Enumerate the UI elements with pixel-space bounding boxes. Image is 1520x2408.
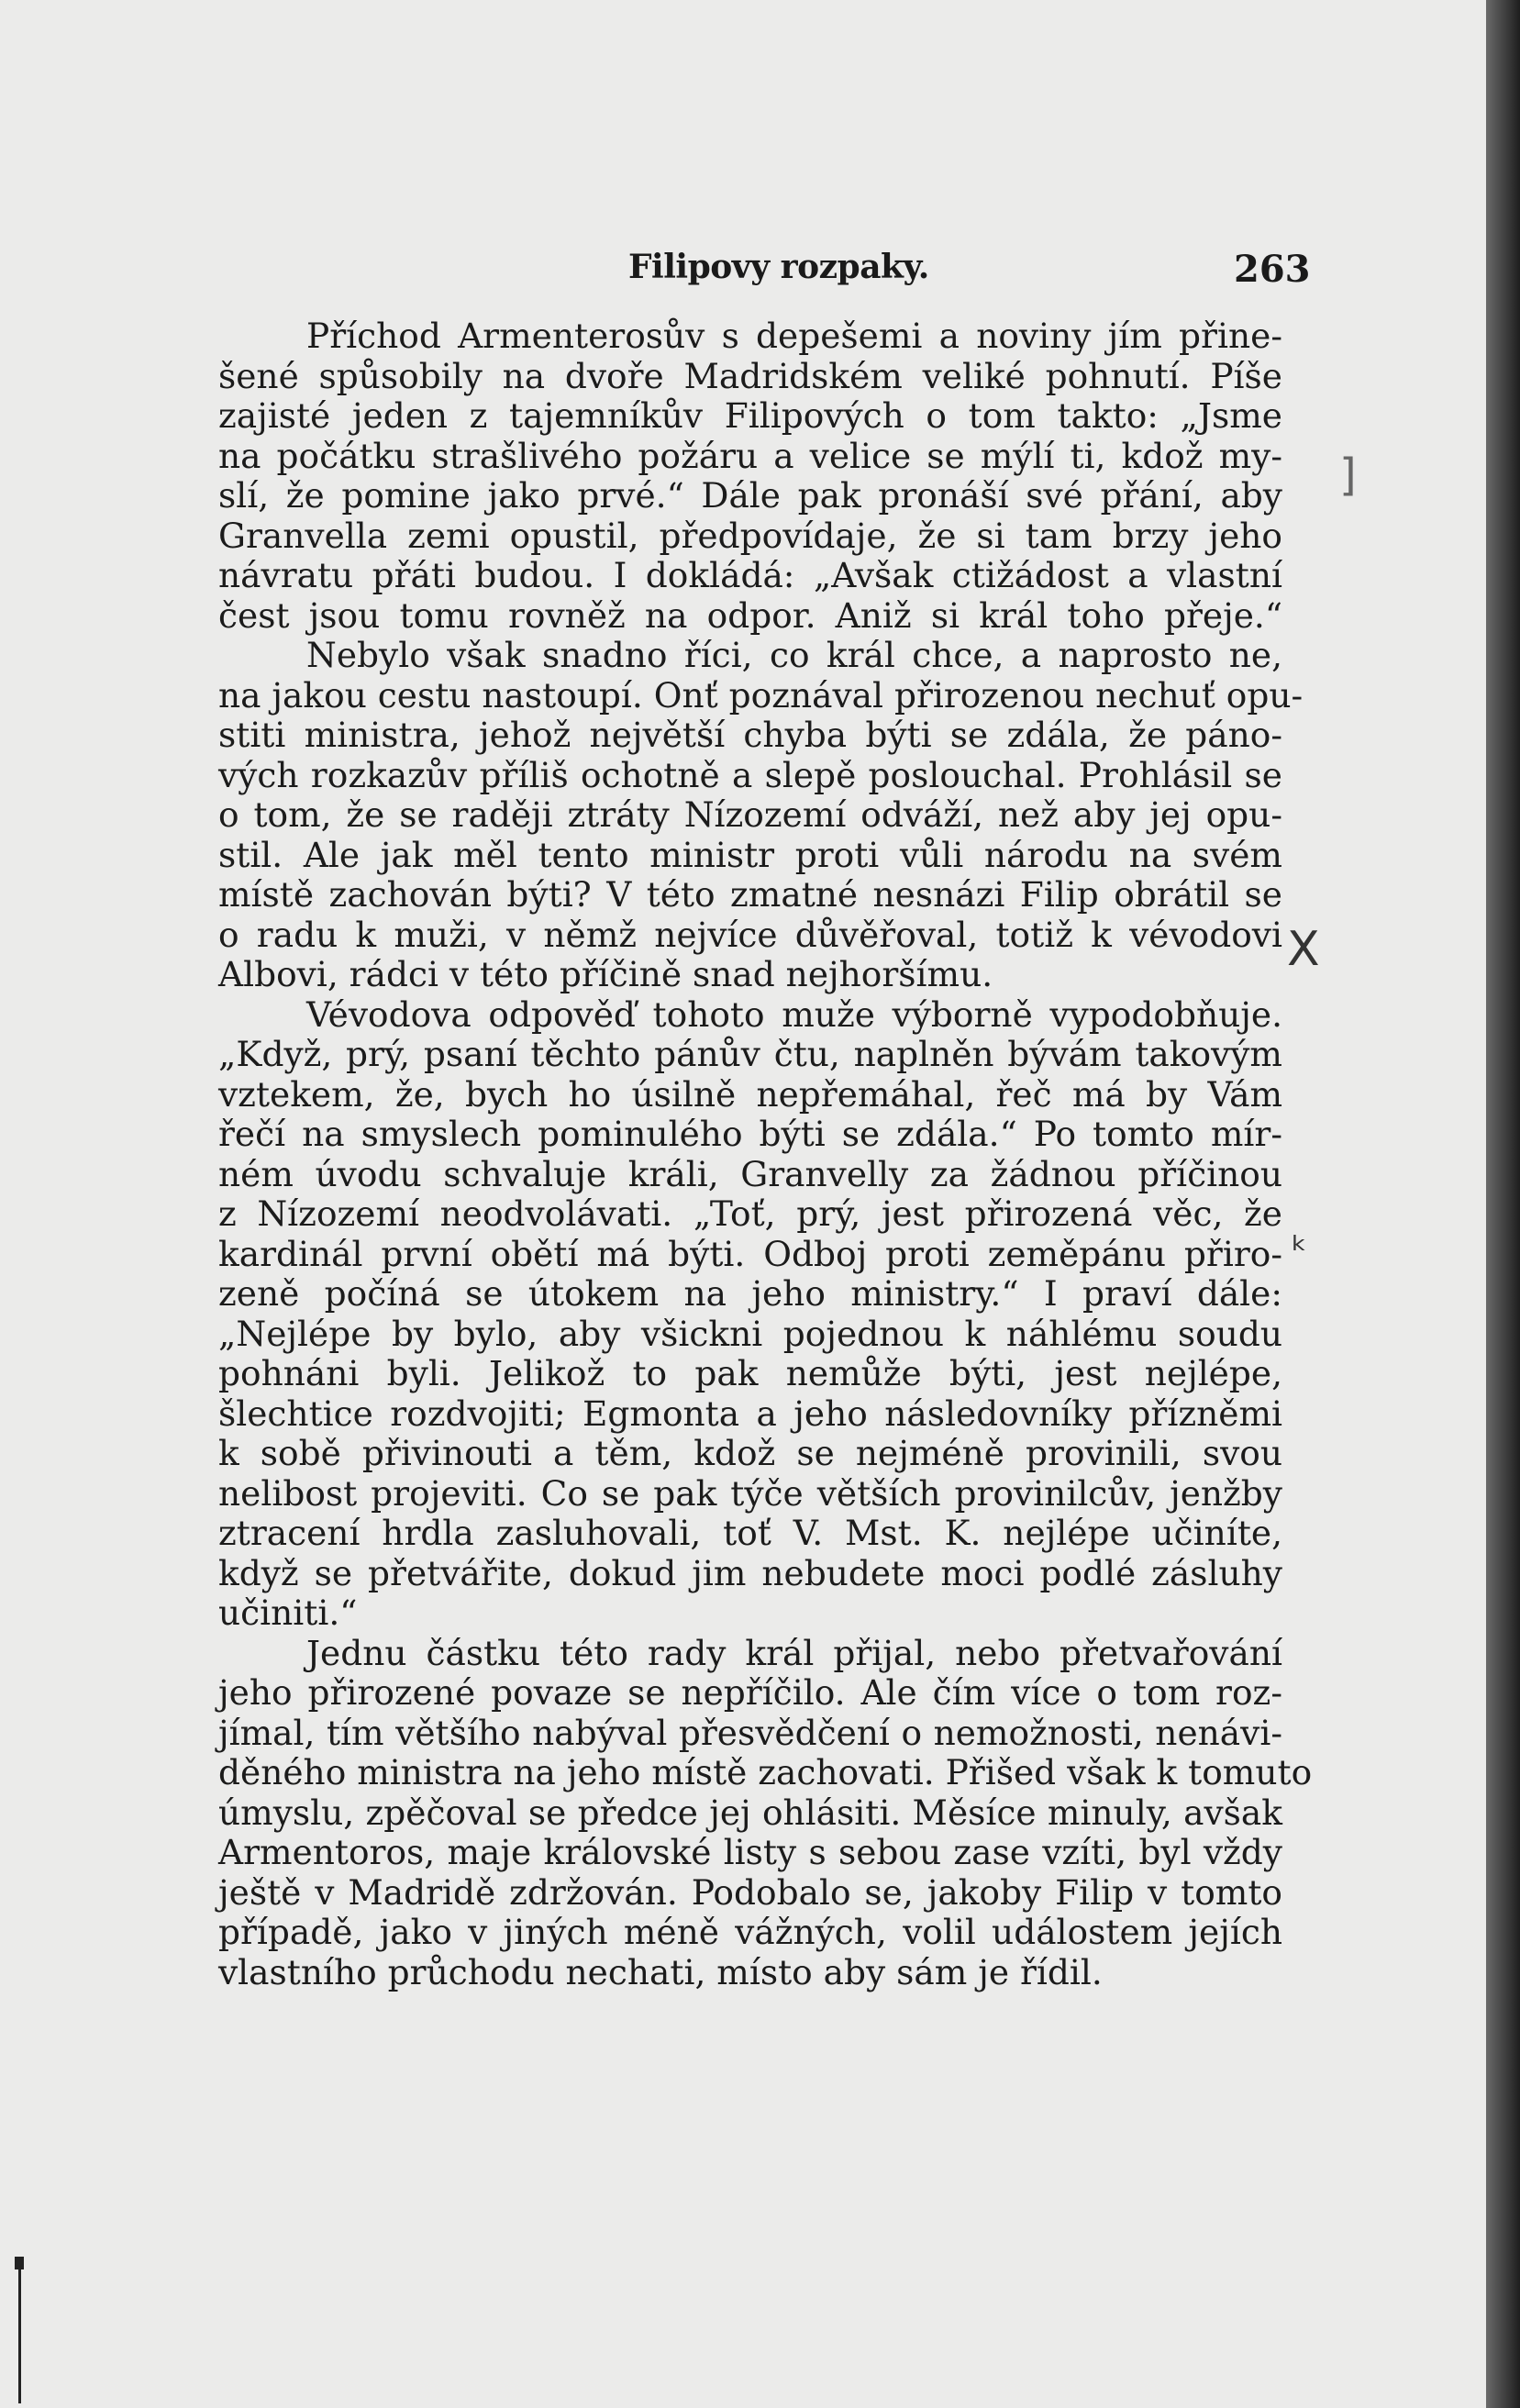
text-line: vztekem, že, bych ho úsilně nepřemáhal, řeč má by Vám xyxy=(218,1073,1282,1115)
binding-rule xyxy=(18,2257,21,2403)
text-line: kardinál první obětí má býti. Odboj proti zeměpánu přiro- xyxy=(218,1233,1282,1274)
text-line: stil. Ale jak měl tento ministr proti vůli národu na svém xyxy=(218,834,1282,875)
margin-k-mark: ᵏ xyxy=(1292,1229,1308,1271)
margin-x-mark: X xyxy=(1287,922,1320,977)
text-line: případě, jako v jiných méně vážných, volil událostem jejích xyxy=(218,1912,1282,1952)
running-title: Filipovy rozpaky. xyxy=(628,248,929,286)
text-line: stiti ministra, jehož největší chyba býti se zdála, že páno- xyxy=(218,715,1282,755)
text-line: učiniti.“ xyxy=(218,1592,358,1633)
page-number: 263 xyxy=(1234,248,1311,291)
text-line: vlastního průchodu nechati, místo aby sám je řídil. xyxy=(218,1951,1103,1992)
text-line: děného ministra na jeho místě zachovati. Přišed však k tomuto xyxy=(218,1752,1313,1792)
text-line: z Nízozemí neodvolávati. „Toť, prý, jest přirozená věc, že xyxy=(218,1193,1282,1234)
text-line: když se přetvářite, dokud jim nebudete moci podlé zásluhy xyxy=(218,1552,1282,1593)
text-line: zajisté jeden z tajemníkův Filipových o tom takto: „Jsme xyxy=(218,395,1282,436)
text-line: ztracení hrdla zasluhovali, toť V. Mst. K. nejlépe učiníte, xyxy=(218,1513,1282,1553)
page-edge-shadow xyxy=(1486,0,1520,2408)
text-line: šené spůsobily na dvoře Madridském veliké pohnutí. Píše xyxy=(218,355,1282,396)
text-line: nelibost projeviti. Co se pak týče větších provinilcův, jenžby xyxy=(218,1472,1282,1514)
text-line: místě zachován býti? V této zmatné nesnázi Filip obrátil se xyxy=(218,874,1282,915)
text-line: Vévodova odpověď tohoto muže výborně vypodobňuje. xyxy=(306,993,1282,1035)
margin-bracket-mark: ] xyxy=(1339,449,1357,501)
text-line: na počátku strašlivého požáru a velice se mýlí ti, kdož my- xyxy=(218,435,1282,476)
text-line: šlechtice rozdvojiti; Egmonta a jeho následovníky přízněmi xyxy=(218,1393,1282,1434)
text-line: čest jsou tomu rovněž na odpor. Aniž si král toho přeje.“ xyxy=(218,594,1282,636)
text-line: návratu přáti budou. I dokládá: „Avšak ctižádost a vlastní xyxy=(218,555,1282,595)
text-line: Armentoros, maje královské listy s sebou zase vzíti, byl vždy xyxy=(218,1832,1282,1872)
text-line: řečí na smyslech pominulého býti se zdála.“ Po tomto mír- xyxy=(218,1114,1282,1154)
text-line: vých rozkazův příliš ochotně a slepě poslouchal. Prohlásil se xyxy=(218,754,1282,795)
text-line: ještě v Madridě zdržován. Podobalo se, jakoby Filip v tomto xyxy=(218,1871,1282,1913)
text-line: Nebylo však snadno říci, co král chce, a naprosto ne, xyxy=(306,635,1282,675)
text-line: pohnáni byli. Jelikož to pak nemůže býti, jest nejlépe, xyxy=(218,1353,1282,1393)
text-line: ném úvodu schvaluje králi, Granvelly za žádnou příčinou xyxy=(218,1153,1282,1194)
text-line: na jakou cestu nastoupí. Onť poznával přirozenou nechuť opu- xyxy=(218,674,1304,716)
text-line: „Když, prý, psaní těchto pánův čtu, naplněn bývám takovým xyxy=(218,1034,1282,1074)
text-line: zeně počíná se útokem na jeho ministry.“ I praví dále: xyxy=(218,1273,1282,1314)
text-line: Granvella zemi opustil, předpovídaje, že si tam brzy jeho xyxy=(218,515,1282,556)
text-line: úmyslu, zpěčoval se předce jej ohlásiti. Měsíce minuly, avšak xyxy=(218,1792,1282,1833)
page-header xyxy=(0,248,1486,303)
text-line: slí, že pomine jako prvé.“ Dále pak pronáší své přání, aby xyxy=(218,475,1282,516)
text-line: o tom, že se raději ztráty Nízozemí odváží, než aby jej opu- xyxy=(218,794,1282,835)
text-line: Jednu částku této rady král přijal, nebo přetvařování xyxy=(306,1632,1282,1673)
text-line: Albovi, rádci v této příčině snad nejhoršímu. xyxy=(218,954,993,994)
text-line: jeho přirozené povaze se nepříčilo. Ale čím více o tom roz- xyxy=(218,1672,1282,1713)
text-line: o radu k muži, v němž nejvíce důvěřoval, totiž k vévodovi xyxy=(218,914,1282,955)
text-line: k sobě přivinouti a těm, kdož se nejméně provinili, svou xyxy=(218,1433,1282,1473)
text-line: jímal, tím většího nabýval přesvědčení o nemožnosti, nenávi- xyxy=(218,1712,1282,1753)
text-line: „Nejlépe by bylo, aby všickni pojednou k náhlému soudu xyxy=(218,1313,1282,1354)
text-line: Příchod Armenterosův s depešemi a noviny jím přine- xyxy=(306,316,1282,356)
body-text xyxy=(218,316,1313,1992)
